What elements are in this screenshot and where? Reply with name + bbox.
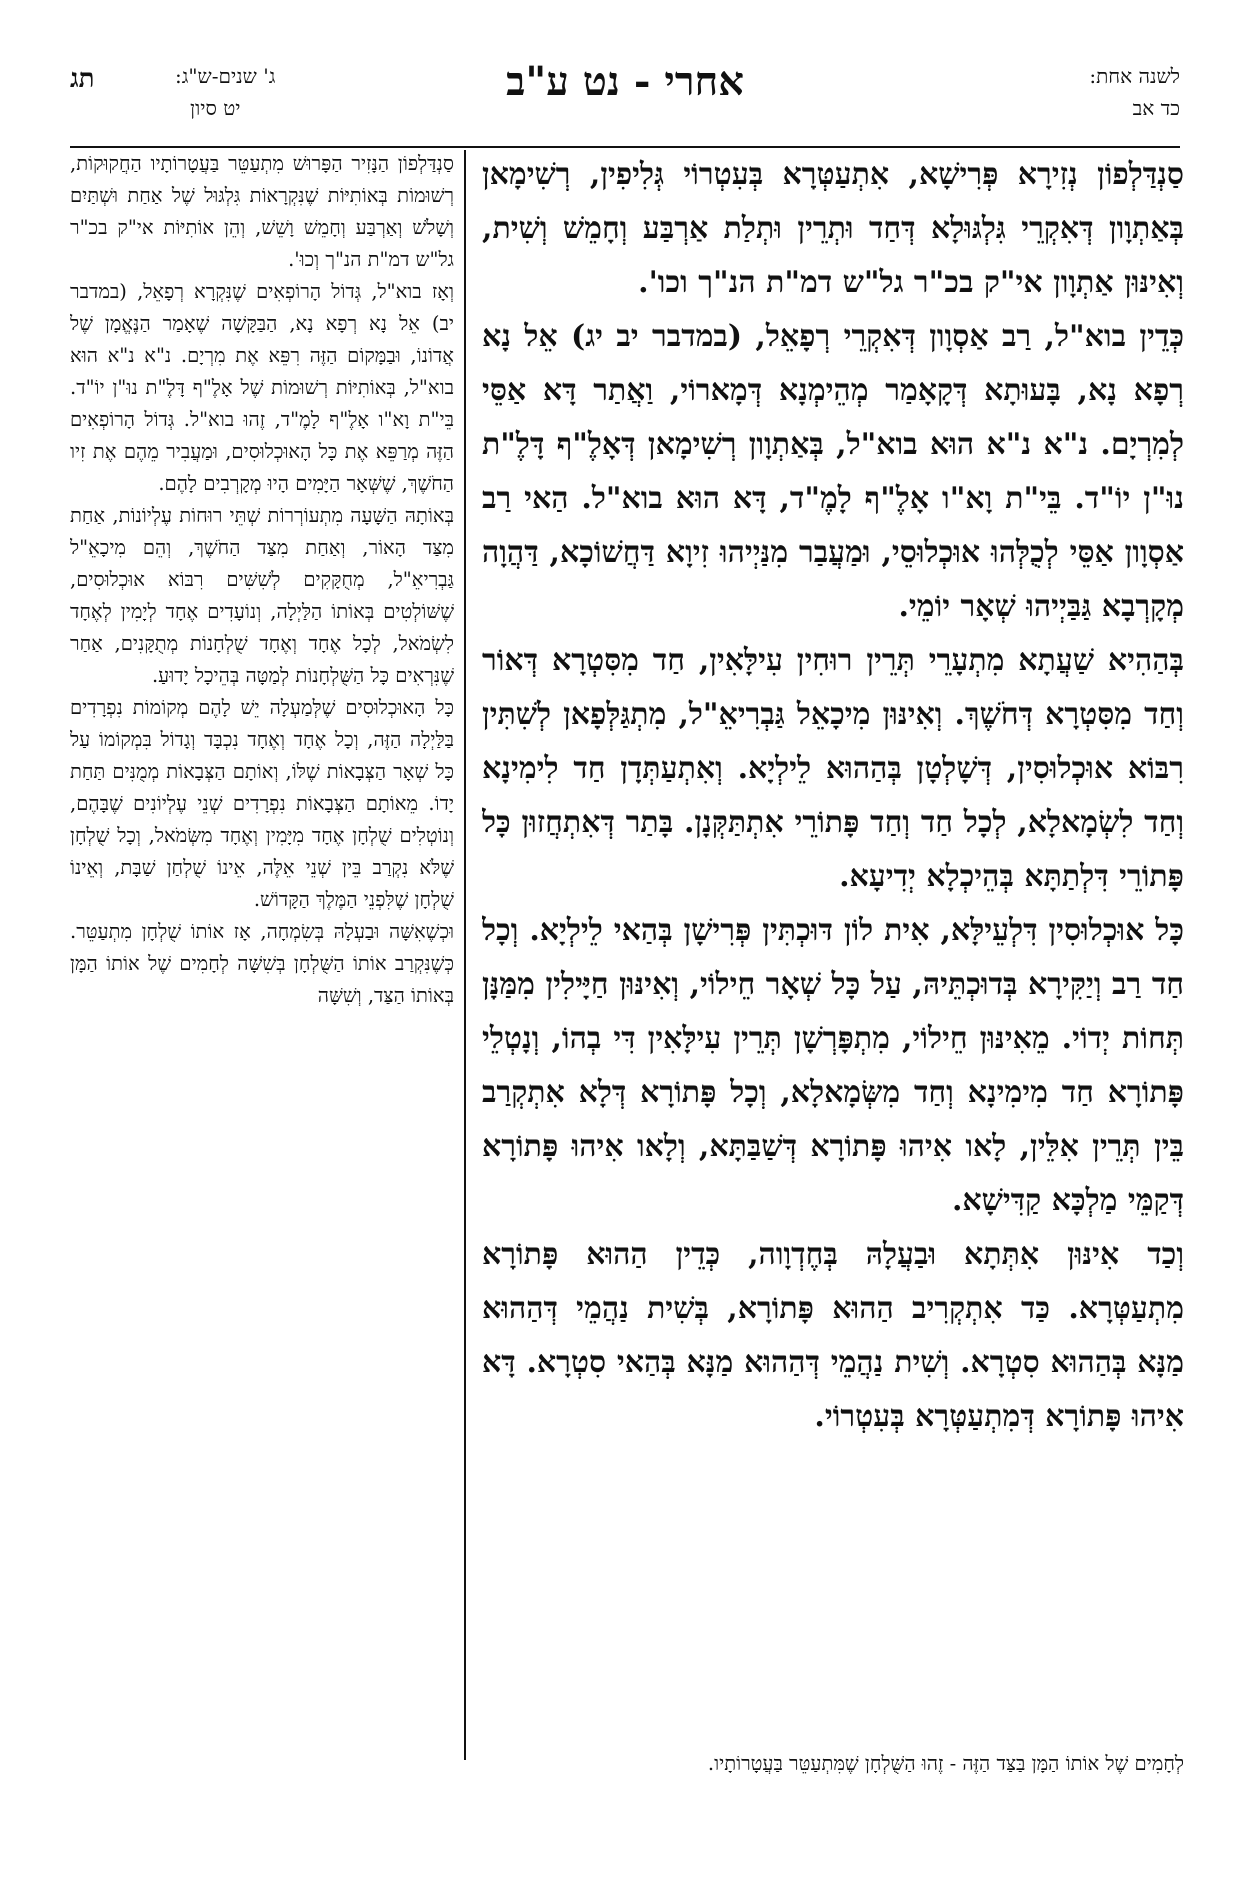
side-paragraph-5: וּכְשֶׁאִשָּׁה וּבַעְלָהּ בְּשִׂמְחָה, אָז אוֹתוֹ שֻׁלְחָן מִתְעַטֵּר. כְּשֶׁנִּקְרַב אוֹתוֹ הַשֻּׁלְחָן בְּשִׁשָּׁה לְחָמִים שֶׁל אוֹתוֹ הַמָּן בְּאוֹתוֹ הַצַּד, וְשִׁשָּׁה [70,920,454,1007]
page-number: תג [70,64,95,94]
main-paragraph-3: בְּהַהִיא שַׁעֲתָא מִתְעָרֵי תְּרֵין רוּחִין עִילָּאִין, חַד מִסִּטְרָא דְּאוֹר וְחַד מִסִּטְרָא דְּחֹשֶׁךְ. וְאִינּוּן מִיכָאֵל גַּבְרִיאֵ"ל, מִתְגַּלְּפָאן לְשִׁתִּין רִבּוֹא אוּכְלוּסִין, דְּשָׁלְטָן בְּהַהוּא לֵילְיָא. וְאִתְעַתְּדָן חַד לִימִינָא וְחַד לִשְׂמָאלָא, לְכָל חַד וְחַד פָּתוֹרֵי אִתְתַּקְּנָן. בָּתַר דְּאִתְחֲזוּן כָּל פָּתוֹרֵי דִּלְתַתָּא בְּהֵיכְלָא יְדִיעָא. [482,643,1184,894]
main-paragraph-4: כָּל אוּכְלוּסִין דִּלְעֵילָּא, אִית לוֹן דּוּכְתִּין פְּרִישָׁן בְּהַאי לֵילְיָא. וְכָל חַד רַב וְיַקִּירָא בְּדוּכְתֵּיהּ, עַל כָּל שְׁאָר חֵילוֹי, וְאִינּוּן חַיָּילִין מִמַּנָּן תְּחוֹת יְדוֹי. מֵאִינּוּן חֵילוֹי, מִתְפָּרְשָׁן תְּרֵין עִילָּאִין דִּי בְהוֹ, וְנָטְלֵי פָּתוֹרָא חַד מִימִינָא וְחַד מִשְּׂמָאלָא, וְכָל פָּתוֹרָא דְּלָא אִתְקְרַב בֵּין תְּרֵין אִלֵּין, לָאו אִיהוּ פָּתוֹרָא דְּשַׁבַּתָּא, וְלָאו אִיהוּ פָּתוֹרָא דְּקַמֵּי מַלְכָּא קַדִּישָׁא. [482,913,1184,1218]
schedule-three-years: ג' שנים-ש"ג: [175,64,276,88]
side-paragraph-3: בְּאוֹתָהּ הַשָּׁעָה מִתְעוֹרְרוֹת שְׁתֵּי רוּחוֹת עֶלְיוֹנוֹת, אַחַת מִצַּד הָאוֹר, וְאַחַת מִצַּד הַחֹשֶׁךְ, וְהֵם מִיכָאֵ"ל גַּבְרִיאֵ"ל, מְחֻקָּקִים לְשִׁשִּׁים רִבּוֹא אוּכְלוּסִים, שֶׁשּׁוֹלְטִים בְּאוֹתוֹ הַלַּיְלָה, וְנוֹעָדִים אֶחָד לְיָמִין לְאֶחָד לִשְׂמֹאל, לְכָל אֶחָד וְאֶחָד שֻׁלְחָנוֹת מְתֻקָּנִים, אַחַר שֶׁנִּרְאִים כָּל הַשֻּׁלְחָנוֹת לְמַטָּה בְּהֵיכָל יָדוּעַ. [70,504,454,687]
aramaic-main-column [482,148,1184,1748]
column-divider [464,150,466,1760]
main-paragraph-1: סַנְדַּלְפוֹן נְזִירָא פְּרִישָׁא, אִתְעַטְּרָא בְּעִטְרוֹי גְּלִיפִין, רְשִׁימָאן בְּאַתְוָון דְּאִקְרֵי גִּלְגּוּלָא דְּחַד וּתְרֵין וּתְלַת אַרְבַּע וְחָמֵשׁ וְשִׁית, וְאִינּוּן אַתְוָון אי"ק בכ"ר גל"ש דמ"ת הנ"ך וכו'. [482,157,1184,300]
schedule-date-av: כד אב [1132,96,1180,120]
side-paragraph-1: סַנְדַּלְפוֹן הַנָּזִיר הַפָּרוּשׁ מִתְעַטֵּר בַּעֲטָרוֹתָיו הַחֲקוּקוֹת, רְשׁוּמוֹת בְּאוֹתִיּוֹת שֶׁנִּקְרָאוֹת גִּלְגּוּל שֶׁל אַחַת וּשְׁתַּיִם וְשָׁלֹשׁ וְאַרְבַּע וְחָמֵשׁ וָשֵׁשׁ, וְהֵן אוֹתִיּוֹת אי"ק בכ"ר גל"ש דמ"ת הנ"ך וְכוּ'. [70,152,454,271]
side-paragraph-4: כָּל הָאוּכְלוּסִים שֶׁלְּמַעְלָה יֵשׁ לָהֶם מְקוֹמוֹת נִפְרָדִים בַּלַּיְלָה הַזֶּה, וְכָל אֶחָד וְאֶחָד נִכְבָּד וְגָדוֹל בִּמְקוֹמוֹ עַל כָּל שְׁאָר הַצְּבָאוֹת שֶׁלּוֹ, וְאוֹתָם הַצְּבָאוֹת מְמֻנִּים תַּחַת יָדוֹ. מֵאוֹתָם הַצְּבָאוֹת נִפְרָדִים שְׁנֵי עֶלְיוֹנִים שֶׁבָּהֶם, וְנוֹטְלִים שֻׁלְחָן אֶחָד מִיָּמִין וְאֶחָד מִשְּׂמֹאל, וְכָל שֻׁלְחָן שֶׁלֹּא נִקְרַב בֵּין שְׁנֵי אֵלֶּה, אֵינוֹ שֻׁלְחַן שַׁבָּת, וְאֵינוֹ שֻׁלְחָן שֶׁלִּפְנֵי הַמֶּלֶךְ הַקָּדוֹשׁ. [70,696,454,911]
side-paragraph-2: וְאָז בוא"ל, גְּדוֹל הָרוֹפְאִים שֶׁנִּקְרָא רְפָאֵל, (במדבר יב) אֵל נָא רְפָא נָא, הַבַּקָּשָׁה שֶׁאָמַר הַנֶּאֱמָן שֶׁל אֲדוֹנוֹ, וּבַמָּקוֹם הַזֶּה רִפֵּא אֶת מִרְיָם. נ"א נ"א הוּא בוא"ל, בְּאוֹתִיּוֹת רְשׁוּמוֹת שֶׁל אָלֶ"ף דָּלֶ"ת נוּ"ן יוֹ"ד. בֵּי"ת וָא"ו אָלֶ"ף לָמֶ"ד, זֶהוּ בוא"ל. גְּדוֹל הָרוֹפְאִים הַזֶּה מְרַפֵּא אֶת כָּל הָאוּכְלוּסִים, וּמַעֲבִיר מֵהֶם אֶת זִיו הַחֹשֶׁךְ, שֶׁשְּׁאָר הַיָּמִים הָיוּ מְקָרְבִים לָהֶם. [70,280,454,495]
page-title: אחרי - נט ע"ב [506,58,744,105]
main-paragraph-2: כְּדֵין בוא"ל, רַב אַסְוָון דְּאִקְרֵי רְפָאֵל, (במדבר יב יג) אֵל נָא רְפָא נָא, בָּעוּתָא דְּקָאָמַר מְהֵימְנָא דְּמָארוֹי, וַאֲתַר דָּא אַסֵּי לְמִרְיָם. נ"א נ"א הוּא בוא"ל, בְּאַתְוָון רְשִׁימָאן דְּאָלֶ"ף דָּלֶ"ת נוּ"ן יוֹ"ד. בֵּי"ת וָא"ו אָלֶ"ף לָמֶ"ד, דָּא הוּא בוא"ל. הַאי רַב אַסְוָון אַסֵּי לְכֻלְּהוּ אוּכְלוּסֵי, וּמַעֲבַר מִנַּיְיהוּ זִיוָא דַּחֲשׁוֹכָא, דַּהֲוָה מְקָרְבָא גַּבַּיְיהוּ שְׁאָר יוֹמֵי. [482,319,1184,624]
page-header [70,58,1180,144]
schedule-one-year: לשנה אחת: [1089,64,1180,88]
translation-continuation: לְחָמִים שֶׁל אוֹתוֹ הַמָּן בַּצַּד הַזֶּה - זֶהוּ הַשֻּׁלְחָן שֶׁמִּתְעַטֵּר בַּעֲטָרוֹתָיו. [707,1752,1184,1775]
main-paragraph-5: וְכַד אִינּוּן אִתְּתָא וּבַעֲלָהּ בְּחֶדְוָוה, כְּדֵין הַהוּא פָּתוֹרָא מִתְעַטְּרָא. כַּד אִתְקְרִיב הַהוּא פָּתוֹרָא, בְּשִׁית נַהֲמֵי דְּהַהוּא מַנָּא בְּהַהוּא סִטְרָא. וְשִׁית נַהֲמֵי דְּהַהוּא מַנָּא בְּהַאי סִטְרָא. דָּא אִיהוּ פָּתוֹרָא דְּמִתְעַטְּרָא בְּעִטְרוֹי. [482,1237,1184,1434]
hebrew-translation-column [70,148,454,1758]
schedule-date-sivan: יט סיון [190,96,241,120]
